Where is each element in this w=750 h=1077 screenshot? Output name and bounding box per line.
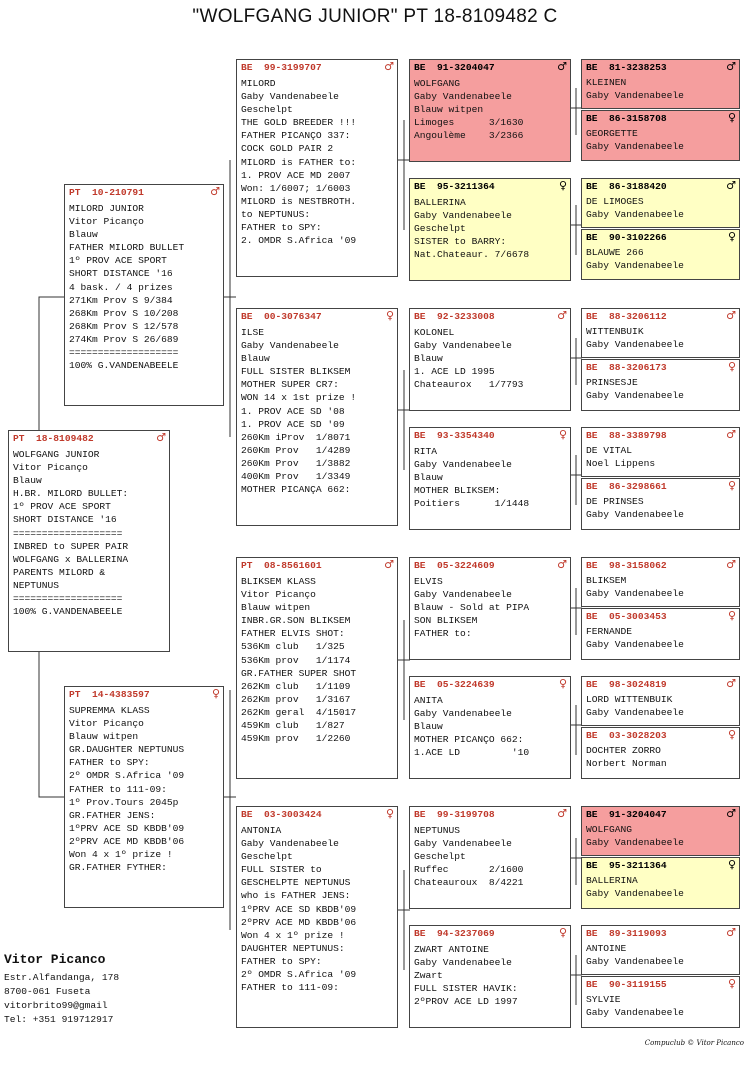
breeder-email[interactable]: vitorbrito99@gmail: [4, 1000, 108, 1011]
pigeon-card-dsd: [409, 676, 571, 779]
pigeon-name: ZWART ANTOINE: [414, 944, 489, 955]
pigeon-info-line: 2ºPROV ACE LD 1997: [414, 996, 518, 1008]
ring-label: BE 03-3028203: [586, 730, 667, 741]
pigeon-name: SUPREMMA KLASS: [69, 705, 150, 716]
pigeon-info-line: Vitor Picanço: [241, 589, 316, 601]
pigeon-info-line: 1º PROV ACE SPORT: [69, 255, 167, 267]
female-sex-icon: ♀: [558, 179, 567, 192]
ring-number: [586, 310, 736, 323]
pigeon-card-g2: [581, 110, 740, 161]
ring-number: [586, 978, 736, 991]
ring-label: BE 88-3206173: [586, 362, 667, 373]
pigeon-info-line: Blauw witpen: [69, 731, 139, 743]
pigeon-name: BALLERINA: [586, 875, 638, 886]
pigeon-name: PRINSESJE: [586, 377, 638, 388]
pigeon-info-line: 260Km Prov 1/3882: [241, 457, 351, 469]
pigeon-info-line: Gaby Vandenabeele: [586, 1007, 684, 1019]
pigeon-info-line: ===================: [13, 527, 123, 539]
pigeon-info-line: Blauw: [414, 721, 443, 733]
pigeon-info-line: 268Km Prov S 12/578: [69, 320, 179, 332]
pigeon-info-line: Gaby Vandenabeele: [414, 459, 512, 471]
pigeon-info-line: to NEPTUNUS:: [241, 208, 311, 220]
male-sex-icon: ♂: [384, 558, 394, 571]
pigeon-info-line: MOTHER SUPER CR7:: [241, 379, 339, 391]
ring-number: [69, 186, 220, 199]
ring-number: [586, 480, 736, 493]
female-sex-icon: ♀: [727, 977, 736, 990]
pigeon-info-line: 262Km geral 4/15017: [241, 706, 357, 718]
pigeon-info-line: Won: 1/6007; 1/6003: [241, 182, 351, 194]
pigeon-info-line: Limoges 3/1630: [414, 117, 524, 129]
pigeon-card-ddd: [409, 925, 571, 1028]
pigeon-info-line: 1. PROV ACE SD '09: [241, 418, 345, 430]
pigeon-card-g4: [581, 229, 740, 280]
pigeon-name: ILSE: [241, 327, 265, 338]
pigeon-info-line: Blauw: [414, 353, 443, 365]
ring-number: [586, 859, 736, 872]
pigeon-info-line: Gaby Vandenabeele: [414, 838, 512, 850]
pigeon-info-line: Gaby Vandenabeele: [586, 90, 684, 102]
male-sex-icon: ♂: [557, 60, 567, 73]
pigeon-info-line: GR.FATHER FYTHER:: [69, 862, 167, 874]
ring-number: [414, 927, 567, 940]
ring-label: PT 18-8109482: [13, 433, 94, 444]
ring-label: BE 00-3076347: [241, 311, 322, 322]
ring-number: [414, 61, 567, 74]
male-sex-icon: ♂: [726, 60, 736, 73]
ring-label: BE 88-3389798: [586, 430, 667, 441]
pigeon-info-line: MOTHER BLIKSEM:: [414, 485, 501, 497]
pigeon-info-line: ===================: [13, 593, 123, 605]
ring-number: [414, 808, 567, 821]
ring-number: [586, 559, 736, 572]
breeder-address: Estr.Alfandanga, 178: [4, 972, 120, 983]
pigeon-info-line: Ruffec 2/1600: [414, 864, 524, 876]
male-sex-icon: ♂: [557, 807, 567, 820]
pigeon-info-line: PARENTS MILORD &: [13, 566, 106, 578]
ring-number: [69, 688, 220, 701]
pigeon-info-line: Blauw: [241, 353, 270, 365]
pigeon-info-line: FATHER to SPY:: [69, 757, 150, 769]
ring-label: BE 98-3158062: [586, 560, 667, 571]
pigeon-info-line: Won 4 x 1º prize !: [69, 849, 173, 861]
pigeon-info-line: MILORD is NESTBROTH.: [241, 195, 357, 207]
pigeon-info-line: Blauw witpen: [414, 104, 484, 116]
pigeon-info-line: FATHER to:: [414, 628, 472, 640]
ring-label: BE 05-3224609: [414, 560, 495, 571]
male-sex-icon: ♂: [726, 179, 736, 192]
pigeon-info-line: FATHER to SPY:: [241, 222, 322, 234]
pigeon-info-line: SHORT DISTANCE '16: [69, 268, 173, 280]
pigeon-card-dam: [64, 686, 224, 908]
page-title: "WOLFGANG JUNIOR" PT 18-8109482 C: [192, 6, 558, 27]
pigeon-info-line: SHORT DISTANCE '16: [13, 514, 117, 526]
pigeon-info-line: Won 4 x 1º prize !: [241, 929, 345, 941]
ring-number: [586, 678, 736, 691]
pigeon-info-line: Gaby Vandenabeele: [586, 639, 684, 651]
pigeon-info-line: 536Km club 1/325: [241, 641, 345, 653]
ring-number: [586, 61, 736, 74]
pigeon-name: DE PRINSES: [586, 496, 644, 507]
pigeon-info-line: 400Km Prov 1/3349: [241, 471, 351, 483]
pigeon-info-line: Gaby Vandenabeele: [414, 340, 512, 352]
pigeon-info-line: MOTHER PICANÇA 662:: [241, 484, 351, 496]
pigeon-name: RITA: [414, 446, 438, 457]
ring-number: [586, 180, 736, 193]
pigeon-info-line: FATHER MILORD BULLET: [69, 242, 185, 254]
female-sex-icon: ♀: [727, 111, 736, 124]
pigeon-info-line: COCK GOLD PAIR 2: [241, 143, 334, 155]
female-sex-icon: ♀: [727, 858, 736, 871]
pigeon-info-line: Gaby Vandenabeele: [241, 91, 339, 103]
pigeon-info-line: Gaby Vandenabeele: [586, 209, 684, 221]
pigeon-info-line: Gaby Vandenabeele: [586, 588, 684, 600]
female-sex-icon: ♀: [727, 360, 736, 373]
pigeon-card-g1: [581, 59, 740, 109]
pigeon-info-line: 459Km club 1/827: [241, 720, 345, 732]
ring-number: [586, 361, 736, 374]
pigeon-info-line: Gaby Vandenabeele: [586, 707, 684, 719]
pigeon-info-line: FATHER to 111-09:: [241, 982, 339, 994]
pigeon-info-line: 1º PROV ACE SPORT: [13, 501, 111, 513]
pigeon-info-line: Gaby Vandenabeele: [414, 589, 512, 601]
pigeon-name: DE LIMOGES: [586, 196, 644, 207]
pigeon-card-sds: [409, 308, 571, 411]
pigeon-name: BLIKSEM: [586, 575, 627, 586]
pigeon-card-dss: [409, 557, 571, 660]
pigeon-info-line: 274Km Prov S 26/689: [69, 333, 179, 345]
female-sex-icon: ♀: [727, 728, 736, 741]
pigeon-card-g11: [581, 676, 740, 726]
ring-number: [586, 729, 736, 742]
ring-label: BE 89-3119093: [586, 928, 667, 939]
pigeon-info-line: SON BLIKSEM: [414, 615, 478, 627]
pigeon-card-g5: [581, 308, 740, 358]
pigeon-info-line: 2ºPRV ACE MD KBDB'06: [69, 835, 185, 847]
pigeon-info-line: 1º Prov.Tours 2045p: [69, 796, 179, 808]
pigeon-card-g7: [581, 427, 740, 477]
pigeon-info-line: FATHER PICANÇO 337:: [241, 130, 351, 142]
ring-label: BE 88-3206112: [586, 311, 667, 322]
pigeon-info-line: SISTER to BARRY:: [414, 236, 507, 248]
pigeon-card-sire: [64, 184, 224, 406]
pigeon-info-line: DAUGHTER NEPTUNUS:: [241, 942, 345, 954]
ring-label: BE 99-3199707: [241, 62, 322, 73]
ring-number: [241, 808, 394, 821]
ring-number: [241, 310, 394, 323]
pigeon-info-line: 4 bask. / 4 prizes: [69, 281, 173, 293]
pigeon-info-line: WOLFGANG x BALLERINA: [13, 553, 129, 565]
pigeon-info-line: FATHER to SPY:: [241, 955, 322, 967]
ring-number: [13, 432, 166, 445]
ring-label: BE 91-3204047: [586, 809, 667, 820]
pigeon-name: KLEINEN: [586, 77, 627, 88]
ring-label: BE 86-3158708: [586, 113, 667, 124]
pigeon-info-line: FULL SISTER to: [241, 864, 322, 876]
pigeon-info-line: FULL SISTER HAVIK:: [414, 983, 518, 995]
ring-label: BE 03-3003424: [241, 809, 322, 820]
pigeon-info-line: Gaby Vandenabeele: [586, 260, 684, 272]
female-sex-icon: ♀: [558, 926, 567, 939]
pigeon-info-line: Gaby Vandenabeele: [586, 888, 684, 900]
ring-number: [586, 808, 736, 821]
pigeon-info-line: who is FATHER JENS:: [241, 890, 351, 902]
male-sex-icon: ♂: [726, 309, 736, 322]
ring-label: BE 91-3204047: [414, 62, 495, 73]
pigeon-info-line: Geschelpt: [241, 851, 293, 863]
ring-label: BE 81-3238253: [586, 62, 667, 73]
pigeon-name: DOCHTER ZORRO: [586, 745, 661, 756]
pigeon-name: MILORD: [241, 78, 276, 89]
female-sex-icon: ♀: [727, 479, 736, 492]
female-sex-icon: ♀: [727, 230, 736, 243]
pigeon-name: ELVIS: [414, 576, 443, 587]
pigeon-info-line: 100% G.VANDENABEELE: [69, 360, 179, 372]
pigeon-info-line: GR.FATHER JENS:: [69, 809, 156, 821]
female-sex-icon: ♀: [727, 609, 736, 622]
ring-number: [414, 180, 567, 193]
pigeon-info-line: 260Km Prov 1/4289: [241, 444, 351, 456]
ring-label: PT 08-8561601: [241, 560, 322, 571]
pigeon-info-line: 536Km prov 1/1174: [241, 654, 351, 666]
ring-number: [586, 112, 736, 125]
female-sex-icon: ♀: [558, 428, 567, 441]
pigeon-info-line: Vitor Picanço: [69, 216, 144, 228]
ring-label: BE 98-3024819: [586, 679, 667, 690]
pigeon-card-ssd: [409, 178, 571, 281]
pigeon-card-sd: [236, 308, 398, 526]
ring-number: [586, 231, 736, 244]
pigeon-info-line: INBR.GR.SON BLIKSEM: [241, 615, 351, 627]
pigeon-info-line: H.BR. MILORD BULLET:: [13, 488, 129, 500]
ring-number: [586, 927, 736, 940]
pigeon-info-line: 271Km Prov S 9/384: [69, 294, 173, 306]
ring-label: BE 92-3233008: [414, 311, 495, 322]
pigeon-name: NEPTUNUS: [414, 825, 461, 836]
pigeon-info-line: Gaby Vandenabeele: [414, 210, 512, 222]
pigeon-info-line: NEPTUNUS: [13, 579, 60, 591]
ring-label: BE 99-3199708: [414, 809, 495, 820]
ring-label: PT 14-4383597: [69, 689, 150, 700]
footer-credit: Compuclub © Vitor Picanco: [644, 1039, 744, 1047]
pigeon-info-line: 1.ACE LD '10: [414, 747, 530, 759]
pigeon-info-line: Blauw: [69, 229, 98, 241]
ring-label: BE 05-3224639: [414, 679, 495, 690]
male-sex-icon: ♂: [726, 677, 736, 690]
pigeon-info-line: MOTHER PICANÇO 662:: [414, 734, 524, 746]
pigeon-info-line: Nat.Chateaur. 7/6678: [414, 249, 530, 261]
pigeon-info-line: GR.FATHER SUPER SHOT: [241, 667, 357, 679]
pigeon-info-line: 1. PROV ACE MD 2007: [241, 169, 351, 181]
pigeon-info-line: Gaby Vandenabeele: [241, 838, 339, 850]
ring-label: BE 95-3211364: [586, 860, 667, 871]
pigeon-info-line: THE GOLD BREEDER !!!: [241, 117, 357, 129]
pigeon-info-line: Gaby Vandenabeele: [586, 141, 684, 153]
pigeon-name: WOLFGANG: [414, 78, 461, 89]
pigeon-info-line: Chateauroux 8/4221: [414, 877, 524, 889]
pigeon-info-line: Gaby Vandenabeele: [586, 509, 684, 521]
ring-number: [241, 61, 394, 74]
pigeon-name: GEORGETTE: [586, 128, 638, 139]
pigeon-info-line: Gaby Vandenabeele: [586, 339, 684, 351]
pigeon-info-line: 2ºPRV ACE MD KBDB'06: [241, 916, 357, 928]
pigeon-info-line: Zwart: [414, 970, 443, 982]
pigeon-name: BLIKSEM KLASS: [241, 576, 316, 587]
ring-label: BE 86-3298661: [586, 481, 667, 492]
pigeon-info-line: 2º OMDR S.Africa '09: [69, 770, 185, 782]
ring-label: PT 10-210791: [69, 187, 144, 198]
breeder-contact: [4, 952, 119, 1027]
ring-number: [241, 559, 394, 572]
pigeon-info-line: 1. ACE LD 1995: [414, 366, 495, 378]
ring-label: BE 86-3188420: [586, 181, 667, 192]
pigeon-info-line: Gaby Vandenabeele: [414, 91, 512, 103]
pigeon-info-line: ===================: [69, 347, 179, 359]
male-sex-icon: ♂: [384, 60, 394, 73]
female-sex-icon: ♀: [385, 807, 394, 820]
ring-label: BE 93-3354340: [414, 430, 495, 441]
pigeon-name: ANTOINE: [586, 943, 627, 954]
pigeon-card-g14: [581, 857, 740, 909]
pigeon-card-g8: [581, 478, 740, 530]
pigeon-info-line: 1ºPRV ACE SD KBDB'09: [69, 822, 185, 834]
pigeon-card-g3: [581, 178, 740, 228]
ring-label: BE 95-3211364: [414, 181, 495, 192]
pigeon-info-line: 262Km prov 1/3167: [241, 693, 351, 705]
pigeon-name: DE VITAL: [586, 445, 633, 456]
pigeon-info-line: Blauw: [13, 475, 42, 487]
ring-number: [586, 610, 736, 623]
breeder-city: 8700-061 Fuseta: [4, 986, 91, 997]
pigeon-info-line: FATHER ELVIS SHOT:: [241, 628, 345, 640]
pigeon-info-line: 1. PROV ACE SD '08: [241, 405, 345, 417]
pigeon-info-line: Gaby Vandenabeele: [241, 340, 339, 352]
pigeon-info-line: Angoulème 3/2366: [414, 130, 524, 142]
pigeon-info-line: Gaby Vandenabeele: [414, 708, 512, 720]
male-sex-icon: ♂: [726, 926, 736, 939]
pigeon-card-g10: [581, 608, 740, 660]
ring-label: BE 90-3119155: [586, 979, 667, 990]
pigeon-info-line: 268Km Prov S 10/208: [69, 307, 179, 319]
pigeon-info-line: Blauw: [414, 472, 443, 484]
pigeon-card-g15: [581, 925, 740, 975]
pigeon-info-line: Vitor Picanço: [13, 462, 88, 474]
breeder-phone: Tel: +351 919712917: [4, 1014, 114, 1025]
pigeon-name: MILORD JUNIOR: [69, 203, 144, 214]
male-sex-icon: ♂: [726, 428, 736, 441]
pigeon-name: FERNANDE: [586, 626, 633, 637]
pigeon-info-line: FATHER to 111-09:: [69, 783, 167, 795]
pigeon-card-subject: [8, 430, 170, 652]
pigeon-info-line: MILORD is FATHER to:: [241, 156, 357, 168]
ring-number: [586, 429, 736, 442]
ring-number: [414, 678, 567, 691]
pigeon-info-line: GESCHELPTE NEPTUNUS: [241, 877, 351, 889]
female-sex-icon: ♀: [211, 687, 220, 700]
pigeon-card-g13: [581, 806, 740, 856]
male-sex-icon: ♂: [557, 309, 567, 322]
ring-label: BE 05-3003453: [586, 611, 667, 622]
pigeon-card-g16: [581, 976, 740, 1028]
pigeon-name: BLAUWE 266: [586, 247, 644, 258]
pigeon-info-line: 2. OMDR S.Africa '09: [241, 235, 357, 247]
female-sex-icon: ♀: [558, 677, 567, 690]
pigeon-info-line: GR.DAUGHTER NEPTUNUS: [69, 744, 185, 756]
pigeon-info-line: INBRED to SUPER PAIR: [13, 540, 129, 552]
pigeon-info-line: 2º OMDR S.Africa '09: [241, 969, 357, 981]
pigeon-name: LORD WITTENBUIK: [586, 694, 673, 705]
pigeon-info-line: Gaby Vandenabeele: [586, 837, 684, 849]
pigeon-info-line: 1ºPRV ACE SD KBDB'09: [241, 903, 357, 915]
breeder-name: Vitor Picanco: [4, 952, 106, 967]
male-sex-icon: ♂: [557, 558, 567, 571]
female-sex-icon: ♀: [385, 309, 394, 322]
pigeon-info-line: Geschelpt: [414, 223, 466, 235]
pigeon-info-line: 100% G.VANDENABEELE: [13, 606, 123, 618]
pigeon-name: ANITA: [414, 695, 443, 706]
pigeon-card-dd: [236, 806, 398, 1028]
male-sex-icon: ♂: [726, 807, 736, 820]
pigeon-info-line: 262Km club 1/1109: [241, 680, 351, 692]
male-sex-icon: ♂: [210, 185, 220, 198]
pigeon-name: KOLONEL: [414, 327, 455, 338]
pigeon-info-line: Blauw witpen: [241, 602, 311, 614]
ring-number: [414, 310, 567, 323]
pigeon-info-line: Vitor Picanço: [69, 718, 144, 730]
pigeon-card-g12: [581, 727, 740, 779]
pigeon-info-line: WON 14 x 1st prize !: [241, 392, 357, 404]
pigeon-card-ss: [236, 59, 398, 277]
pigeon-name: SYLVIE: [586, 994, 621, 1005]
pigeon-info-line: Gaby Vandenabeele: [586, 390, 684, 402]
pigeon-name: WITTENBUIK: [586, 326, 644, 337]
pigeon-info-line: 459Km prov 1/2260: [241, 733, 351, 745]
pigeon-name: BALLERINA: [414, 197, 466, 208]
ring-label: BE 94-3237069: [414, 928, 495, 939]
pigeon-card-ds: [236, 557, 398, 779]
pigeon-info-line: FULL SISTER BLIKSEM: [241, 366, 351, 378]
pigeon-info-line: Geschelpt: [414, 851, 466, 863]
pigeon-info-line: Chateaurox 1/7793: [414, 379, 524, 391]
male-sex-icon: ♂: [156, 431, 166, 444]
pigeon-card-dds: [409, 806, 571, 909]
pigeon-name: WOLFGANG: [586, 824, 633, 835]
pigeon-info-line: Geschelpt: [241, 104, 293, 116]
pigeon-card-sss: [409, 59, 571, 162]
pigeon-info-line: 260Km iProv 1/8071: [241, 431, 351, 443]
ring-label: BE 90-3102266: [586, 232, 667, 243]
pigeon-info-line: Norbert Norman: [586, 758, 667, 770]
pigeon-info-line: Gaby Vandenabeele: [586, 956, 684, 968]
ring-number: [414, 429, 567, 442]
ring-number: [414, 559, 567, 572]
pigeon-name: ANTONIA: [241, 825, 282, 836]
pigeon-card-g6: [581, 359, 740, 411]
pigeon-info-line: Blauw - Sold at PIPA: [414, 602, 530, 614]
pigeon-card-g9: [581, 557, 740, 607]
pigeon-info-line: Gaby Vandenabeele: [414, 957, 512, 969]
pigeon-card-sdd: [409, 427, 571, 530]
pigeon-info-line: Poitiers 1/1448: [414, 498, 530, 510]
pigeon-name: WOLFGANG JUNIOR: [13, 449, 100, 460]
pigeon-info-line: Noel Lippens: [586, 458, 656, 470]
male-sex-icon: ♂: [726, 558, 736, 571]
